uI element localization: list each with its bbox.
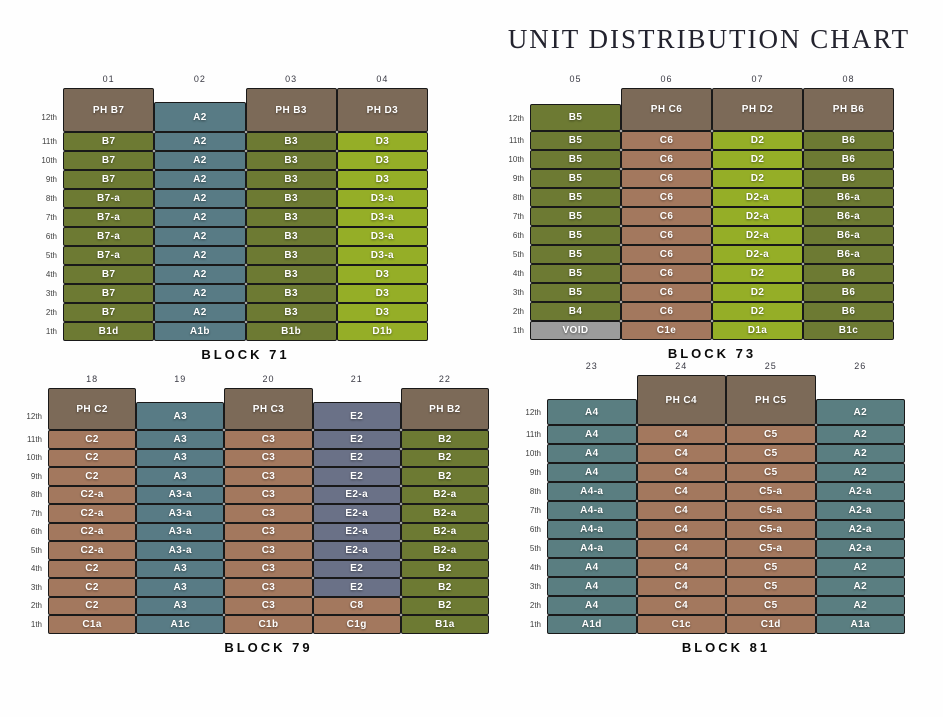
column-header: 08 bbox=[842, 74, 855, 84]
unit-cell: B5 bbox=[530, 150, 621, 169]
unit-cell: C5 bbox=[726, 425, 816, 444]
unit-cell: B3 bbox=[246, 208, 337, 227]
unit-cell: A1a bbox=[816, 615, 906, 634]
unit-cell: B2 bbox=[401, 578, 489, 597]
unit-cell: PH C3 bbox=[224, 388, 312, 430]
unit-cell: B2 bbox=[401, 467, 489, 486]
unit-grid bbox=[48, 388, 489, 634]
unit-cell: C2 bbox=[48, 578, 136, 597]
floor-label: 10th bbox=[41, 156, 57, 165]
unit-cell: C2-a bbox=[48, 541, 136, 560]
unit-cell: A4 bbox=[547, 558, 637, 577]
unit-cell: B1c bbox=[803, 321, 894, 340]
unit-cell: A3-a bbox=[136, 541, 224, 560]
unit-cell: B2-a bbox=[401, 486, 489, 505]
unit-cell: C6 bbox=[621, 302, 712, 321]
unit-cell: D3-a bbox=[337, 189, 428, 208]
unit-cell: A3-a bbox=[136, 523, 224, 542]
unit-cell: B5 bbox=[530, 226, 621, 245]
unit-cell: B5 bbox=[530, 131, 621, 150]
unit-cell: B7-a bbox=[63, 227, 154, 246]
column-headers bbox=[63, 74, 428, 86]
column-header: 18 bbox=[86, 374, 99, 384]
unit-cell: B3 bbox=[246, 151, 337, 170]
floor-label: 1th bbox=[45, 327, 57, 336]
column-header: 24 bbox=[675, 361, 688, 371]
column-header: 06 bbox=[660, 74, 673, 84]
unit-cell: C3 bbox=[224, 467, 312, 486]
unit-cell: C5 bbox=[726, 444, 816, 463]
unit-cell: A2 bbox=[816, 425, 906, 444]
unit-cell: B7-a bbox=[63, 189, 154, 208]
unit-cell: B2 bbox=[401, 597, 489, 616]
unit-cell: E2-a bbox=[313, 486, 401, 505]
unit-cell: B3 bbox=[246, 189, 337, 208]
unit-cell: C5-a bbox=[726, 539, 816, 558]
unit-cell: C2 bbox=[48, 449, 136, 468]
unit-cell: A2 bbox=[816, 558, 906, 577]
unit-cell: C2 bbox=[48, 560, 136, 579]
unit-cell: C3 bbox=[224, 541, 312, 560]
floor-label: 4th bbox=[512, 269, 524, 278]
floor-label: 5th bbox=[45, 251, 57, 260]
floor-label: 3th bbox=[512, 288, 524, 297]
unit-cell: B3 bbox=[246, 227, 337, 246]
page-title: UNIT DISTRIBUTION CHART bbox=[507, 24, 911, 54]
floor-label: 1th bbox=[529, 620, 541, 629]
column-header: 23 bbox=[585, 361, 598, 371]
unit-grid bbox=[547, 375, 905, 634]
column-headers bbox=[530, 74, 894, 86]
unit-cell: C4 bbox=[637, 596, 727, 615]
unit-cell: B4 bbox=[530, 302, 621, 321]
unit-cell: E2 bbox=[313, 402, 401, 430]
unit-cell: D2-a bbox=[712, 245, 803, 264]
unit-cell: C3 bbox=[224, 486, 312, 505]
floor-label: 3th bbox=[529, 582, 541, 591]
unit-cell: E2 bbox=[313, 578, 401, 597]
column-header: 01 bbox=[102, 74, 115, 84]
floor-label: 7th bbox=[512, 212, 524, 221]
unit-cell: A2 bbox=[154, 265, 245, 284]
unit-cell: A2 bbox=[154, 170, 245, 189]
column-header: 20 bbox=[262, 374, 275, 384]
unit-cell: C6 bbox=[621, 169, 712, 188]
unit-cell: B6 bbox=[803, 150, 894, 169]
unit-cell: C2 bbox=[48, 467, 136, 486]
unit-cell: D3 bbox=[337, 265, 428, 284]
unit-cell: D3 bbox=[337, 284, 428, 303]
floor-label: 5th bbox=[30, 545, 42, 555]
unit-cell: C4 bbox=[637, 482, 727, 501]
unit-cell: E2-a bbox=[313, 541, 401, 560]
unit-cell: B5 bbox=[530, 104, 621, 131]
column-headers bbox=[48, 374, 489, 386]
unit-cell: PH D2 bbox=[712, 88, 803, 131]
unit-cell: C5 bbox=[726, 558, 816, 577]
floor-label: 1th bbox=[30, 619, 42, 629]
unit-cell: B3 bbox=[246, 170, 337, 189]
unit-cell: A2 bbox=[816, 463, 906, 482]
unit-cell: B5 bbox=[530, 245, 621, 264]
unit-cell: B5 bbox=[530, 264, 621, 283]
unit-grid bbox=[63, 88, 428, 341]
unit-cell: C3 bbox=[224, 430, 312, 449]
unit-cell: D3-a bbox=[337, 208, 428, 227]
unit-cell: B6-a bbox=[803, 207, 894, 226]
unit-cell: A3 bbox=[136, 597, 224, 616]
unit-cell: B1d bbox=[63, 322, 154, 341]
unit-cell: C2 bbox=[48, 430, 136, 449]
unit-cell: A2 bbox=[154, 284, 245, 303]
unit-cell: C4 bbox=[637, 444, 727, 463]
unit-cell: B7 bbox=[63, 303, 154, 322]
unit-cell: PH C5 bbox=[726, 375, 816, 425]
unit-cell: B3 bbox=[246, 132, 337, 151]
unit-cell: B5 bbox=[530, 207, 621, 226]
unit-cell: C1a bbox=[48, 615, 136, 634]
unit-cell: A2 bbox=[154, 208, 245, 227]
unit-cell: C8 bbox=[313, 597, 401, 616]
unit-cell: B2 bbox=[401, 449, 489, 468]
floor-labels bbox=[14, 388, 48, 634]
column-header: 25 bbox=[764, 361, 777, 371]
unit-cell: A2-a bbox=[816, 501, 906, 520]
unit-cell: C4 bbox=[637, 463, 727, 482]
unit-cell: A2 bbox=[154, 102, 245, 132]
unit-cell: B7 bbox=[63, 284, 154, 303]
unit-cell: B3 bbox=[246, 303, 337, 322]
floor-label: 2th bbox=[45, 308, 57, 317]
unit-cell: C6 bbox=[621, 150, 712, 169]
unit-cell: A3 bbox=[136, 402, 224, 430]
unit-cell: C1d bbox=[726, 615, 816, 634]
unit-cell: A3 bbox=[136, 467, 224, 486]
block-caption: BLOCK 71 bbox=[201, 347, 290, 362]
column-header: 26 bbox=[854, 361, 867, 371]
unit-cell: B5 bbox=[530, 188, 621, 207]
column-header: 05 bbox=[569, 74, 582, 84]
unit-cell: C5-a bbox=[726, 501, 816, 520]
floor-label: 3th bbox=[45, 289, 57, 298]
unit-cell: B1a bbox=[401, 615, 489, 634]
unit-cell: A4 bbox=[547, 444, 637, 463]
unit-cell: D2 bbox=[712, 150, 803, 169]
unit-cell: A2 bbox=[816, 399, 906, 425]
unit-cell: E2-a bbox=[313, 504, 401, 523]
floor-label: 7th bbox=[45, 213, 57, 222]
unit-cell: D3 bbox=[337, 170, 428, 189]
floor-label: 5th bbox=[529, 544, 541, 553]
floor-label: 8th bbox=[30, 490, 42, 500]
unit-cell: D3 bbox=[337, 303, 428, 322]
block-caption: BLOCK 81 bbox=[681, 640, 771, 655]
unit-cell: A2 bbox=[154, 151, 245, 170]
unit-cell: A3 bbox=[136, 578, 224, 597]
unit-cell: D2 bbox=[712, 302, 803, 321]
unit-cell: PH C4 bbox=[637, 375, 727, 425]
floor-labels bbox=[29, 88, 63, 341]
unit-cell: D3-a bbox=[337, 246, 428, 265]
unit-cell: C2-a bbox=[48, 504, 136, 523]
unit-cell: E2-a bbox=[313, 523, 401, 542]
floor-label: 7th bbox=[30, 508, 42, 518]
unit-cell: B2 bbox=[401, 560, 489, 579]
unit-cell: A1b bbox=[154, 322, 245, 341]
unit-cell: B6 bbox=[803, 169, 894, 188]
floor-label: 10th bbox=[525, 449, 541, 458]
unit-cell: A4-a bbox=[547, 539, 637, 558]
unit-cell: D1a bbox=[712, 321, 803, 340]
floor-label: 2th bbox=[30, 601, 42, 611]
unit-cell: A3-a bbox=[136, 504, 224, 523]
column-header: 22 bbox=[438, 374, 451, 384]
column-header: 21 bbox=[350, 374, 363, 384]
unit-cell: B5 bbox=[530, 169, 621, 188]
unit-cell: B2-a bbox=[401, 541, 489, 560]
unit-cell: A2 bbox=[816, 577, 906, 596]
unit-cell: B6 bbox=[803, 302, 894, 321]
unit-cell: A4 bbox=[547, 577, 637, 596]
floor-label: 2th bbox=[529, 601, 541, 610]
floor-label: 4th bbox=[529, 563, 541, 572]
unit-cell: D2-a bbox=[712, 188, 803, 207]
floor-label: 11th bbox=[526, 430, 541, 439]
floor-label: 12th bbox=[41, 113, 57, 122]
unit-cell: A4 bbox=[547, 399, 637, 425]
unit-cell: C1g bbox=[313, 615, 401, 634]
floor-label: 12th bbox=[525, 408, 541, 417]
floor-label: 10th bbox=[26, 453, 42, 463]
unit-cell: C6 bbox=[621, 207, 712, 226]
floor-label: 11th bbox=[509, 136, 524, 145]
unit-cell: A2 bbox=[154, 189, 245, 208]
unit-cell: D1b bbox=[337, 322, 428, 341]
floor-label: 4th bbox=[30, 564, 42, 574]
unit-cell: PH D3 bbox=[337, 88, 428, 132]
unit-cell: D2 bbox=[712, 283, 803, 302]
unit-cell: C4 bbox=[637, 520, 727, 539]
unit-cell: B7 bbox=[63, 132, 154, 151]
unit-cell: A2 bbox=[154, 227, 245, 246]
unit-cell: A2 bbox=[816, 596, 906, 615]
column-header: 19 bbox=[174, 374, 187, 384]
unit-cell: C1b bbox=[224, 615, 312, 634]
unit-cell: C5 bbox=[726, 596, 816, 615]
unit-cell: E2 bbox=[313, 560, 401, 579]
floor-label: 6th bbox=[529, 525, 541, 534]
column-header: 02 bbox=[193, 74, 206, 84]
unit-cell: A2-a bbox=[816, 482, 906, 501]
unit-cell: B2-a bbox=[401, 504, 489, 523]
unit-cell: C3 bbox=[224, 597, 312, 616]
floor-label: 6th bbox=[45, 232, 57, 241]
unit-cell: B2-a bbox=[401, 523, 489, 542]
unit-cell: D2-a bbox=[712, 226, 803, 245]
unit-cell: PH B3 bbox=[246, 88, 337, 132]
unit-cell: C3 bbox=[224, 449, 312, 468]
block-caption: BLOCK 73 bbox=[667, 346, 757, 361]
unit-cell: D2 bbox=[712, 131, 803, 150]
unit-cell: C6 bbox=[621, 188, 712, 207]
unit-cell: C4 bbox=[637, 558, 727, 577]
unit-cell: B5 bbox=[530, 283, 621, 302]
unit-cell: E2 bbox=[313, 467, 401, 486]
unit-cell: C5-a bbox=[726, 482, 816, 501]
unit-cell: C6 bbox=[621, 226, 712, 245]
unit-cell: A2-a bbox=[816, 520, 906, 539]
unit-cell: C5 bbox=[726, 463, 816, 482]
floor-label: 4th bbox=[45, 270, 57, 279]
unit-cell: A2 bbox=[154, 303, 245, 322]
unit-cell: PH B6 bbox=[803, 88, 894, 131]
floor-label: 8th bbox=[45, 194, 57, 203]
block-block-73 bbox=[496, 74, 894, 361]
unit-cell: D3 bbox=[337, 132, 428, 151]
floor-label: 9th bbox=[529, 468, 541, 477]
unit-cell: A2-a bbox=[816, 539, 906, 558]
unit-cell: A3-a bbox=[136, 486, 224, 505]
unit-grid bbox=[530, 88, 894, 340]
unit-cell: PH B2 bbox=[401, 388, 489, 430]
unit-cell: C4 bbox=[637, 425, 727, 444]
unit-cell: C2-a bbox=[48, 523, 136, 542]
unit-cell: B3 bbox=[246, 284, 337, 303]
unit-cell: A4 bbox=[547, 425, 637, 444]
unit-cell: B7-a bbox=[63, 246, 154, 265]
unit-cell: PH C2 bbox=[48, 388, 136, 430]
unit-cell: C5 bbox=[726, 577, 816, 596]
floor-label: 11th bbox=[27, 434, 42, 444]
unit-cell: B2 bbox=[401, 430, 489, 449]
floor-label: 12th bbox=[26, 412, 42, 421]
unit-cell: B6 bbox=[803, 131, 894, 150]
unit-cell: C1c bbox=[637, 615, 727, 634]
unit-cell: B7-a bbox=[63, 208, 154, 227]
unit-cell: A4-a bbox=[547, 520, 637, 539]
floor-label: 6th bbox=[30, 527, 42, 537]
unit-cell: B7 bbox=[63, 151, 154, 170]
unit-cell: A3 bbox=[136, 449, 224, 468]
unit-cell: C3 bbox=[224, 560, 312, 579]
unit-cell: A1d bbox=[547, 615, 637, 634]
block-block-81 bbox=[513, 361, 905, 655]
unit-cell: B3 bbox=[246, 246, 337, 265]
floor-label: 8th bbox=[512, 193, 524, 202]
unit-cell: C6 bbox=[621, 131, 712, 150]
floor-label: 9th bbox=[30, 471, 42, 481]
block-block-71 bbox=[29, 74, 428, 362]
unit-cell: C6 bbox=[621, 264, 712, 283]
floor-label: 9th bbox=[512, 174, 524, 183]
unit-cell: A2 bbox=[154, 246, 245, 265]
unit-cell: A4 bbox=[547, 596, 637, 615]
unit-cell: PH C6 bbox=[621, 88, 712, 131]
floor-label: 7th bbox=[529, 506, 541, 515]
unit-cell: D2 bbox=[712, 264, 803, 283]
unit-cell: B1b bbox=[246, 322, 337, 341]
column-headers bbox=[547, 361, 905, 373]
unit-cell: PH B7 bbox=[63, 88, 154, 132]
floor-label: 1th bbox=[512, 326, 524, 335]
floor-label: 9th bbox=[45, 175, 57, 184]
column-header: 07 bbox=[751, 74, 764, 84]
unit-cell: C3 bbox=[224, 504, 312, 523]
unit-cell: C5-a bbox=[726, 520, 816, 539]
block-caption: BLOCK 79 bbox=[224, 639, 313, 655]
floor-label: 12th bbox=[508, 113, 524, 123]
unit-cell: D3-a bbox=[337, 227, 428, 246]
unit-cell: B6-a bbox=[803, 245, 894, 264]
unit-cell: A1c bbox=[136, 615, 224, 634]
unit-cell: C6 bbox=[621, 245, 712, 264]
column-header: 04 bbox=[376, 74, 389, 84]
floor-label: 3th bbox=[30, 582, 42, 592]
floor-label: 6th bbox=[512, 231, 524, 240]
unit-cell: C2-a bbox=[48, 486, 136, 505]
unit-cell: C3 bbox=[224, 578, 312, 597]
unit-cell: B7 bbox=[63, 265, 154, 284]
unit-cell: A2 bbox=[154, 132, 245, 151]
unit-cell: D3 bbox=[337, 151, 428, 170]
unit-cell: B7 bbox=[63, 170, 154, 189]
floor-label: 11th bbox=[42, 137, 57, 146]
unit-cell: B6-a bbox=[803, 188, 894, 207]
floor-label: 8th bbox=[529, 487, 541, 496]
floor-labels bbox=[496, 88, 530, 340]
unit-cell: A4 bbox=[547, 463, 637, 482]
floor-labels bbox=[513, 375, 547, 634]
unit-cell: B6 bbox=[803, 264, 894, 283]
unit-cell: A3 bbox=[136, 430, 224, 449]
unit-cell: C3 bbox=[224, 523, 312, 542]
unit-cell: D2 bbox=[712, 169, 803, 188]
unit-cell: C4 bbox=[637, 577, 727, 596]
unit-cell: VOID bbox=[530, 321, 621, 340]
unit-cell: C4 bbox=[637, 539, 727, 558]
column-header: 03 bbox=[285, 74, 298, 84]
unit-cell: E2 bbox=[313, 449, 401, 468]
unit-cell: A4-a bbox=[547, 482, 637, 501]
unit-cell: C4 bbox=[637, 501, 727, 520]
unit-cell: A2 bbox=[816, 444, 906, 463]
floor-label: 10th bbox=[508, 155, 524, 164]
unit-cell: B3 bbox=[246, 265, 337, 284]
block-block-79 bbox=[14, 374, 489, 655]
unit-cell: E2 bbox=[313, 430, 401, 449]
floor-label: 5th bbox=[512, 250, 524, 259]
unit-cell: C2 bbox=[48, 597, 136, 616]
unit-cell: C1e bbox=[621, 321, 712, 340]
unit-cell: C6 bbox=[621, 283, 712, 302]
floor-label: 2th bbox=[512, 307, 524, 316]
unit-cell: B6 bbox=[803, 283, 894, 302]
unit-cell: A4-a bbox=[547, 501, 637, 520]
unit-cell: A3 bbox=[136, 560, 224, 579]
unit-cell: B6-a bbox=[803, 226, 894, 245]
unit-cell: D2-a bbox=[712, 207, 803, 226]
